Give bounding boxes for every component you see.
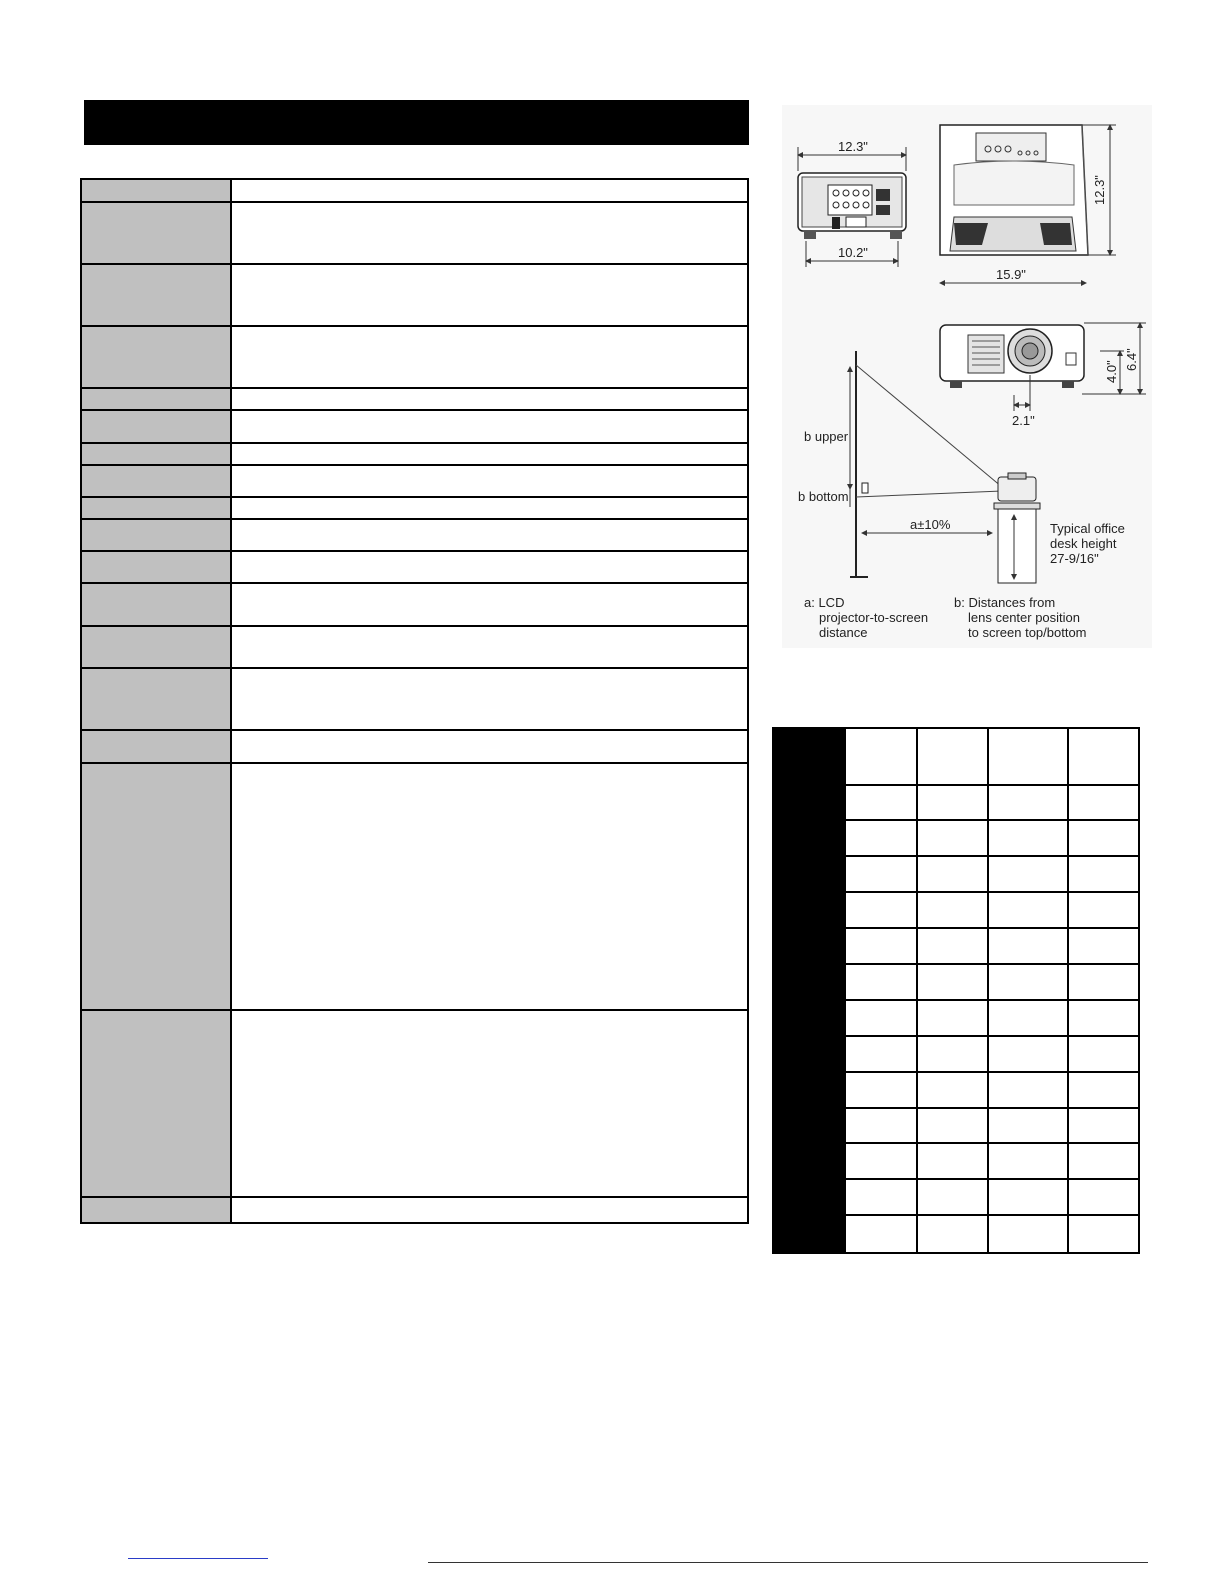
spec-row: [82, 731, 747, 764]
spec-value: [232, 627, 747, 667]
spec-row: [82, 265, 747, 327]
legend-a-line2: projector-to-screen: [819, 610, 929, 625]
spec-row: [82, 669, 747, 731]
spec-label: [82, 1198, 232, 1222]
table-cell: [1069, 1073, 1138, 1107]
table-cell: [918, 821, 989, 855]
table-cell: [1069, 893, 1138, 927]
spec-value: [232, 389, 747, 409]
spec-value: [232, 764, 747, 1009]
projection-distance-table: [772, 727, 1140, 1254]
table-cell: [1069, 1180, 1138, 1214]
spec-row: [82, 389, 747, 411]
table-cell: [1069, 729, 1138, 784]
spec-table: [80, 178, 749, 1224]
table-grid: [846, 729, 1138, 1252]
table-cell: [918, 786, 989, 820]
table-cell: [1069, 965, 1138, 999]
table-cell: [918, 1180, 989, 1214]
spec-label: [82, 411, 232, 442]
spec-label: [82, 389, 232, 409]
desk-note-line2: desk height: [1050, 536, 1117, 551]
table-cell: [989, 729, 1069, 784]
spec-label: [82, 669, 232, 729]
spec-row: [82, 764, 747, 1011]
spec-row: [82, 520, 747, 552]
table-cell: [989, 1109, 1069, 1143]
table-cell: [989, 965, 1069, 999]
table-cell: [1069, 1037, 1138, 1071]
table-cell: [846, 893, 918, 927]
footer-rule: [428, 1562, 1148, 1563]
dim-lens-offset: 2.1": [1012, 413, 1035, 428]
spec-value: [232, 180, 747, 201]
projection-setup: [850, 351, 1040, 583]
table-cell: [846, 729, 918, 784]
spec-row: [82, 444, 747, 466]
table-cell: [846, 965, 918, 999]
legend-b-line3: to screen top/bottom: [968, 625, 1087, 640]
spec-label: [82, 327, 232, 387]
footer-link-underline[interactable]: [128, 1558, 268, 1559]
table-cell: [989, 1073, 1069, 1107]
table-cell: [1069, 929, 1138, 963]
table-cell: [918, 893, 989, 927]
spec-label: [82, 498, 232, 518]
diagram-svg: [782, 105, 1152, 648]
spec-label: [82, 444, 232, 464]
table-cell: [918, 1109, 989, 1143]
table-cell: [918, 965, 989, 999]
table-cell: [846, 1073, 918, 1107]
table-cell: [918, 729, 989, 784]
dim-lens-height: 4.0": [1104, 360, 1119, 383]
table-row: [846, 821, 1138, 857]
spec-row: [82, 1011, 747, 1198]
spec-value: [232, 327, 747, 387]
spec-value: [232, 444, 747, 464]
dim-length-top: 15.9": [996, 267, 1026, 282]
table-cell: [1069, 1144, 1138, 1178]
table-row: [846, 857, 1138, 893]
spec-row: [82, 466, 747, 498]
spec-value: [232, 1011, 747, 1196]
spec-label: [82, 552, 232, 582]
legend-b-line1: b: Distances from: [954, 595, 1056, 610]
table-cell: [989, 1180, 1069, 1214]
table-cell: [846, 786, 918, 820]
legend-b-line2: lens center position: [968, 610, 1081, 625]
table-cell: [989, 893, 1069, 927]
table-row: [846, 1144, 1138, 1180]
projector-rear-view: [798, 173, 906, 239]
table-row: [846, 1216, 1138, 1252]
spec-label: [82, 627, 232, 667]
table-cell: [846, 1001, 918, 1035]
table-row: [846, 1073, 1138, 1109]
spec-row: [82, 498, 747, 520]
projector-dimension-diagram: [782, 105, 1152, 648]
table-cell: [989, 1037, 1069, 1071]
dim-depth-top: 12.3": [1092, 175, 1107, 205]
spec-label: [82, 466, 232, 496]
projector-top-view: [940, 125, 1088, 255]
table-cell: [989, 821, 1069, 855]
dim-depth-side: 10.2": [838, 245, 868, 260]
table-cell: [1069, 1109, 1138, 1143]
table-cell: [1069, 786, 1138, 820]
spec-value: [232, 520, 747, 550]
table-cell: [846, 1180, 918, 1214]
table-cell: [846, 857, 918, 891]
table-cell: [1069, 1001, 1138, 1035]
table-cell: [846, 929, 918, 963]
spec-row: [82, 584, 747, 627]
table-cell: [989, 786, 1069, 820]
table-row: [846, 1109, 1138, 1145]
spec-row: [82, 203, 747, 265]
dim-total-height: 6.4": [1124, 348, 1139, 371]
table-cell: [918, 1144, 989, 1178]
spec-row: [82, 552, 747, 584]
table-cell: [846, 1037, 918, 1071]
spec-label: [82, 265, 232, 325]
label-b-upper: b upper: [804, 429, 849, 444]
table-cell: [1069, 1216, 1138, 1252]
table-cell: [989, 929, 1069, 963]
spec-label: [82, 180, 232, 201]
table-row: [846, 929, 1138, 965]
table-cell: [989, 1144, 1069, 1178]
spec-value: [232, 669, 747, 729]
spec-label: [82, 764, 232, 1009]
spec-label: [82, 731, 232, 762]
table-row: [846, 893, 1138, 929]
table-cell: [918, 1073, 989, 1107]
table-cell: [846, 821, 918, 855]
spec-row: [82, 627, 747, 669]
spec-value: [232, 411, 747, 442]
spec-value: [232, 552, 747, 582]
spec-label: [82, 1011, 232, 1196]
legend-a-line3: distance: [819, 625, 868, 640]
legend-a-line1: a: LCD: [804, 595, 845, 610]
spec-label: [82, 203, 232, 263]
spec-value: [232, 265, 747, 325]
table-header-row: [846, 729, 1138, 786]
spec-value: [232, 203, 747, 263]
table-side-header: [774, 729, 846, 1252]
spec-label: [82, 520, 232, 550]
desk-note-line3: 27-9/16": [1050, 551, 1099, 566]
desk-note-line1: Typical office: [1050, 521, 1125, 536]
table-cell: [846, 1109, 918, 1143]
spec-row: [82, 1198, 747, 1222]
spec-row: [82, 327, 747, 389]
spec-value: [232, 498, 747, 518]
spec-value: [232, 466, 747, 496]
table-row: [846, 1037, 1138, 1073]
spec-label: [82, 584, 232, 625]
table-row: [846, 1001, 1138, 1037]
table-cell: [918, 1001, 989, 1035]
table-cell: [918, 1037, 989, 1071]
spec-row: [82, 411, 747, 444]
spec-value: [232, 1198, 747, 1222]
table-row: [846, 965, 1138, 1001]
spec-row: [82, 180, 747, 203]
table-cell: [918, 1216, 989, 1252]
table-cell: [1069, 857, 1138, 891]
table-cell: [989, 1216, 1069, 1252]
table-cell: [989, 1001, 1069, 1035]
table-cell: [989, 857, 1069, 891]
title-bar: [84, 100, 749, 145]
table-row: [846, 1180, 1138, 1216]
table-cell: [846, 1144, 918, 1178]
table-row: [846, 786, 1138, 822]
table-cell: [1069, 821, 1138, 855]
table-cell: [918, 857, 989, 891]
label-distance: a±10%: [910, 517, 951, 532]
spec-value: [232, 731, 747, 762]
label-b-bottom: b bottom: [798, 489, 849, 504]
table-cell: [846, 1216, 918, 1252]
dim-width-side: 12.3": [838, 139, 868, 154]
table-cell: [918, 929, 989, 963]
projector-front-view: [940, 325, 1084, 388]
spec-value: [232, 584, 747, 625]
